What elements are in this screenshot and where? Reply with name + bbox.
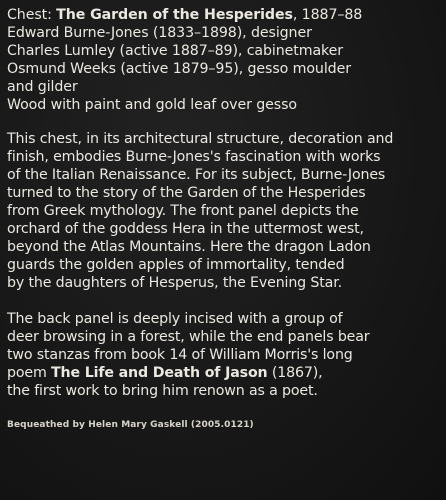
description-paragraph-2: [7, 310, 442, 400]
object-title: The Garden of the Hesperides: [56, 7, 293, 23]
poem-date: (1867),: [267, 365, 323, 381]
credit-cabinetmaker: Charles Lumley (active 1887–89), cabinetmaker: [7, 43, 344, 59]
credit-designer: Edward Burne-Jones (1833–1898), designer: [7, 25, 312, 41]
paragraph-line: deer browsing in a forest, while the end panels bear: [7, 329, 370, 345]
paragraph-line: This chest, in its architectural structure, decoration and: [7, 131, 394, 147]
paragraph-line: The back panel is deeply incised with a group of: [7, 311, 343, 327]
description-paragraph-1: [7, 130, 442, 292]
paragraph-line: two stanzas from book 14 of William Morris's long: [7, 347, 353, 363]
paragraph-line: guards the golden apples of immortality, tended: [7, 257, 345, 273]
poem-prefix: poem: [7, 365, 51, 381]
object-title-line: [7, 6, 442, 24]
paragraph-line: orchard of the goddess Hera in the uttermost west,: [7, 221, 364, 237]
credit-gesso-moulder: Osmund Weeks (active 1879–95), gesso moulder: [7, 61, 351, 77]
object-materials: Wood with paint and gold leaf over gesso: [7, 97, 297, 113]
object-type: Chest:: [7, 7, 57, 23]
paragraph-line: finish, embodies Burne-Jones's fascination with works: [7, 149, 381, 165]
paragraph-line-with-title: [7, 364, 442, 382]
object-date: , 1887–88: [292, 7, 363, 23]
paragraph-line: from Greek mythology. The front panel depicts the: [7, 203, 359, 219]
paragraph-line: turned to the story of the Garden of the Hesperides: [7, 185, 366, 201]
paragraph-line: of the Italian Renaissance. For its subject, Burne-Jones: [7, 167, 386, 183]
bequest-credit-line: Bequeathed by Helen Mary Gaskell (2005.0121): [7, 420, 254, 430]
object-details: [7, 6, 442, 114]
paragraph-line: the first work to bring him renown as a poet.: [7, 383, 318, 399]
poem-title: The Life and Death of Jason: [51, 365, 268, 381]
paragraph-line: beyond the Atlas Mountains. Here the dragon Ladon: [7, 239, 371, 255]
paragraph-line: by the daughters of Hesperus, the Evening Star.: [7, 275, 342, 291]
credit-gesso-moulder-cont: and gilder: [7, 79, 78, 95]
